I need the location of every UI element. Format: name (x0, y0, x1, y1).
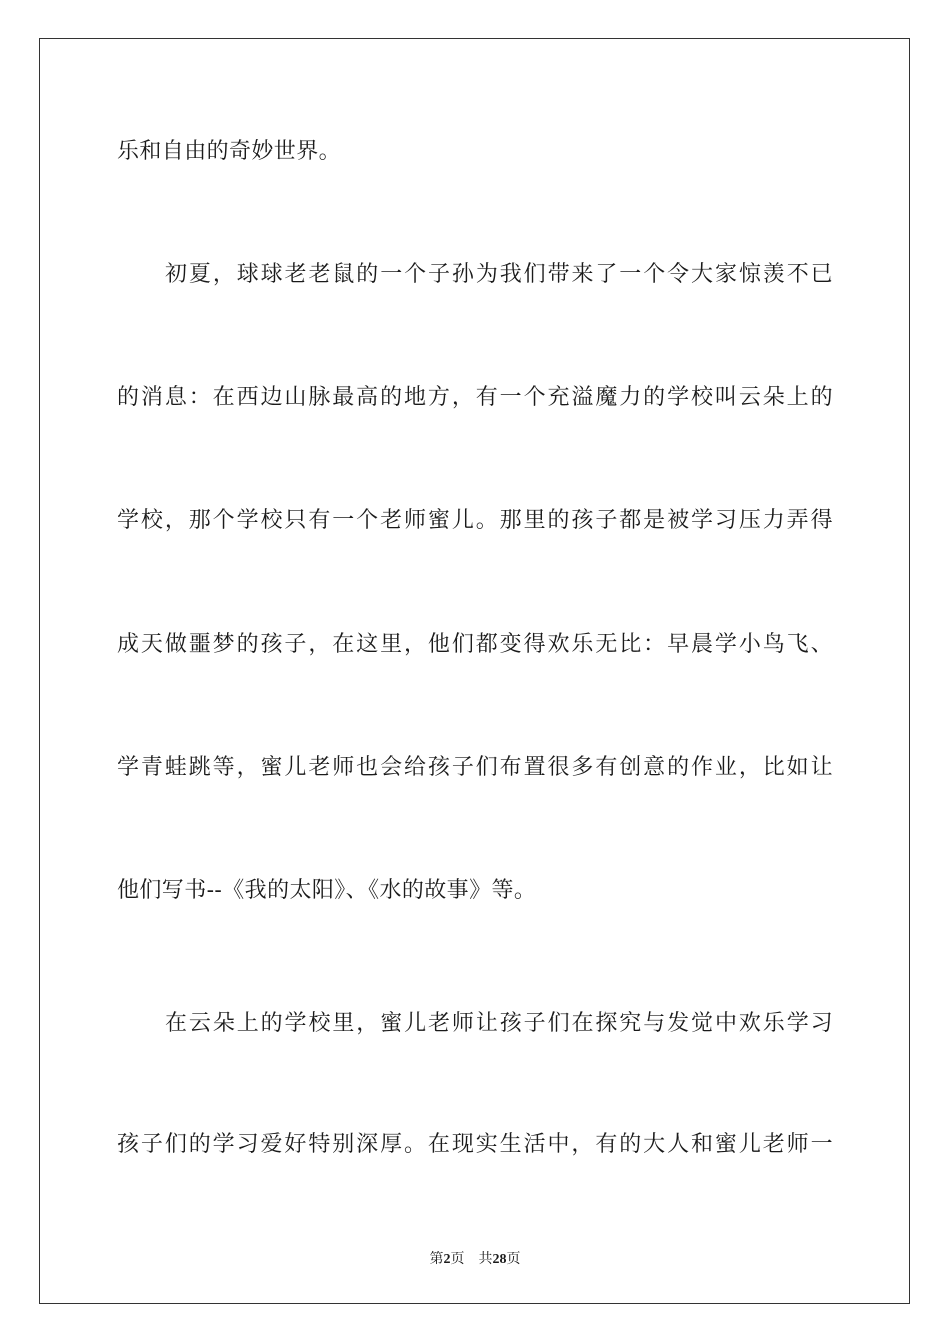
page-footer (0, 1248, 950, 1268)
page-border (39, 38, 910, 1304)
text-line: 学校，那个学校只有一个老师蜜儿。那里的孩子都是被学习压力弄得 (117, 508, 833, 533)
total-suffix: 页 (506, 1252, 521, 1267)
paragraph-first-line: 初夏，球球老老鼠的一个子孙为我们带来了一个令大家惊羡不已 (165, 262, 833, 287)
total-prefix: 共 (478, 1252, 493, 1267)
page-number: 2 (443, 1252, 451, 1267)
text-line: 成天做噩梦的孩子，在这里，他们都变得欢乐无比：早晨学小鸟飞、 (117, 632, 833, 657)
text-line: 孩子们的学习爱好特别深厚。在现实生活中，有的大人和蜜儿老师一 (117, 1132, 833, 1157)
text-line: 乐和自由的奇妙世界。 (117, 139, 342, 164)
text-line: 他们写书--《我的太阳》、《水的故事》等。 (117, 878, 537, 903)
paragraph-first-line: 在云朵上的学校里，蜜儿老师让孩子们在探究与发觉中欢乐学习 (165, 1011, 833, 1036)
text-line: 学青蛙跳等，蜜儿老师也会给孩子们布置很多有创意的作业，比如让 (117, 755, 833, 780)
page-prefix: 第 (429, 1252, 444, 1267)
page-suffix: 页 (450, 1252, 465, 1267)
text-line: 的消息：在西边山脉最高的地方，有一个充溢魔力的学校叫云朵上的 (117, 385, 833, 410)
total-pages: 28 (492, 1252, 507, 1267)
